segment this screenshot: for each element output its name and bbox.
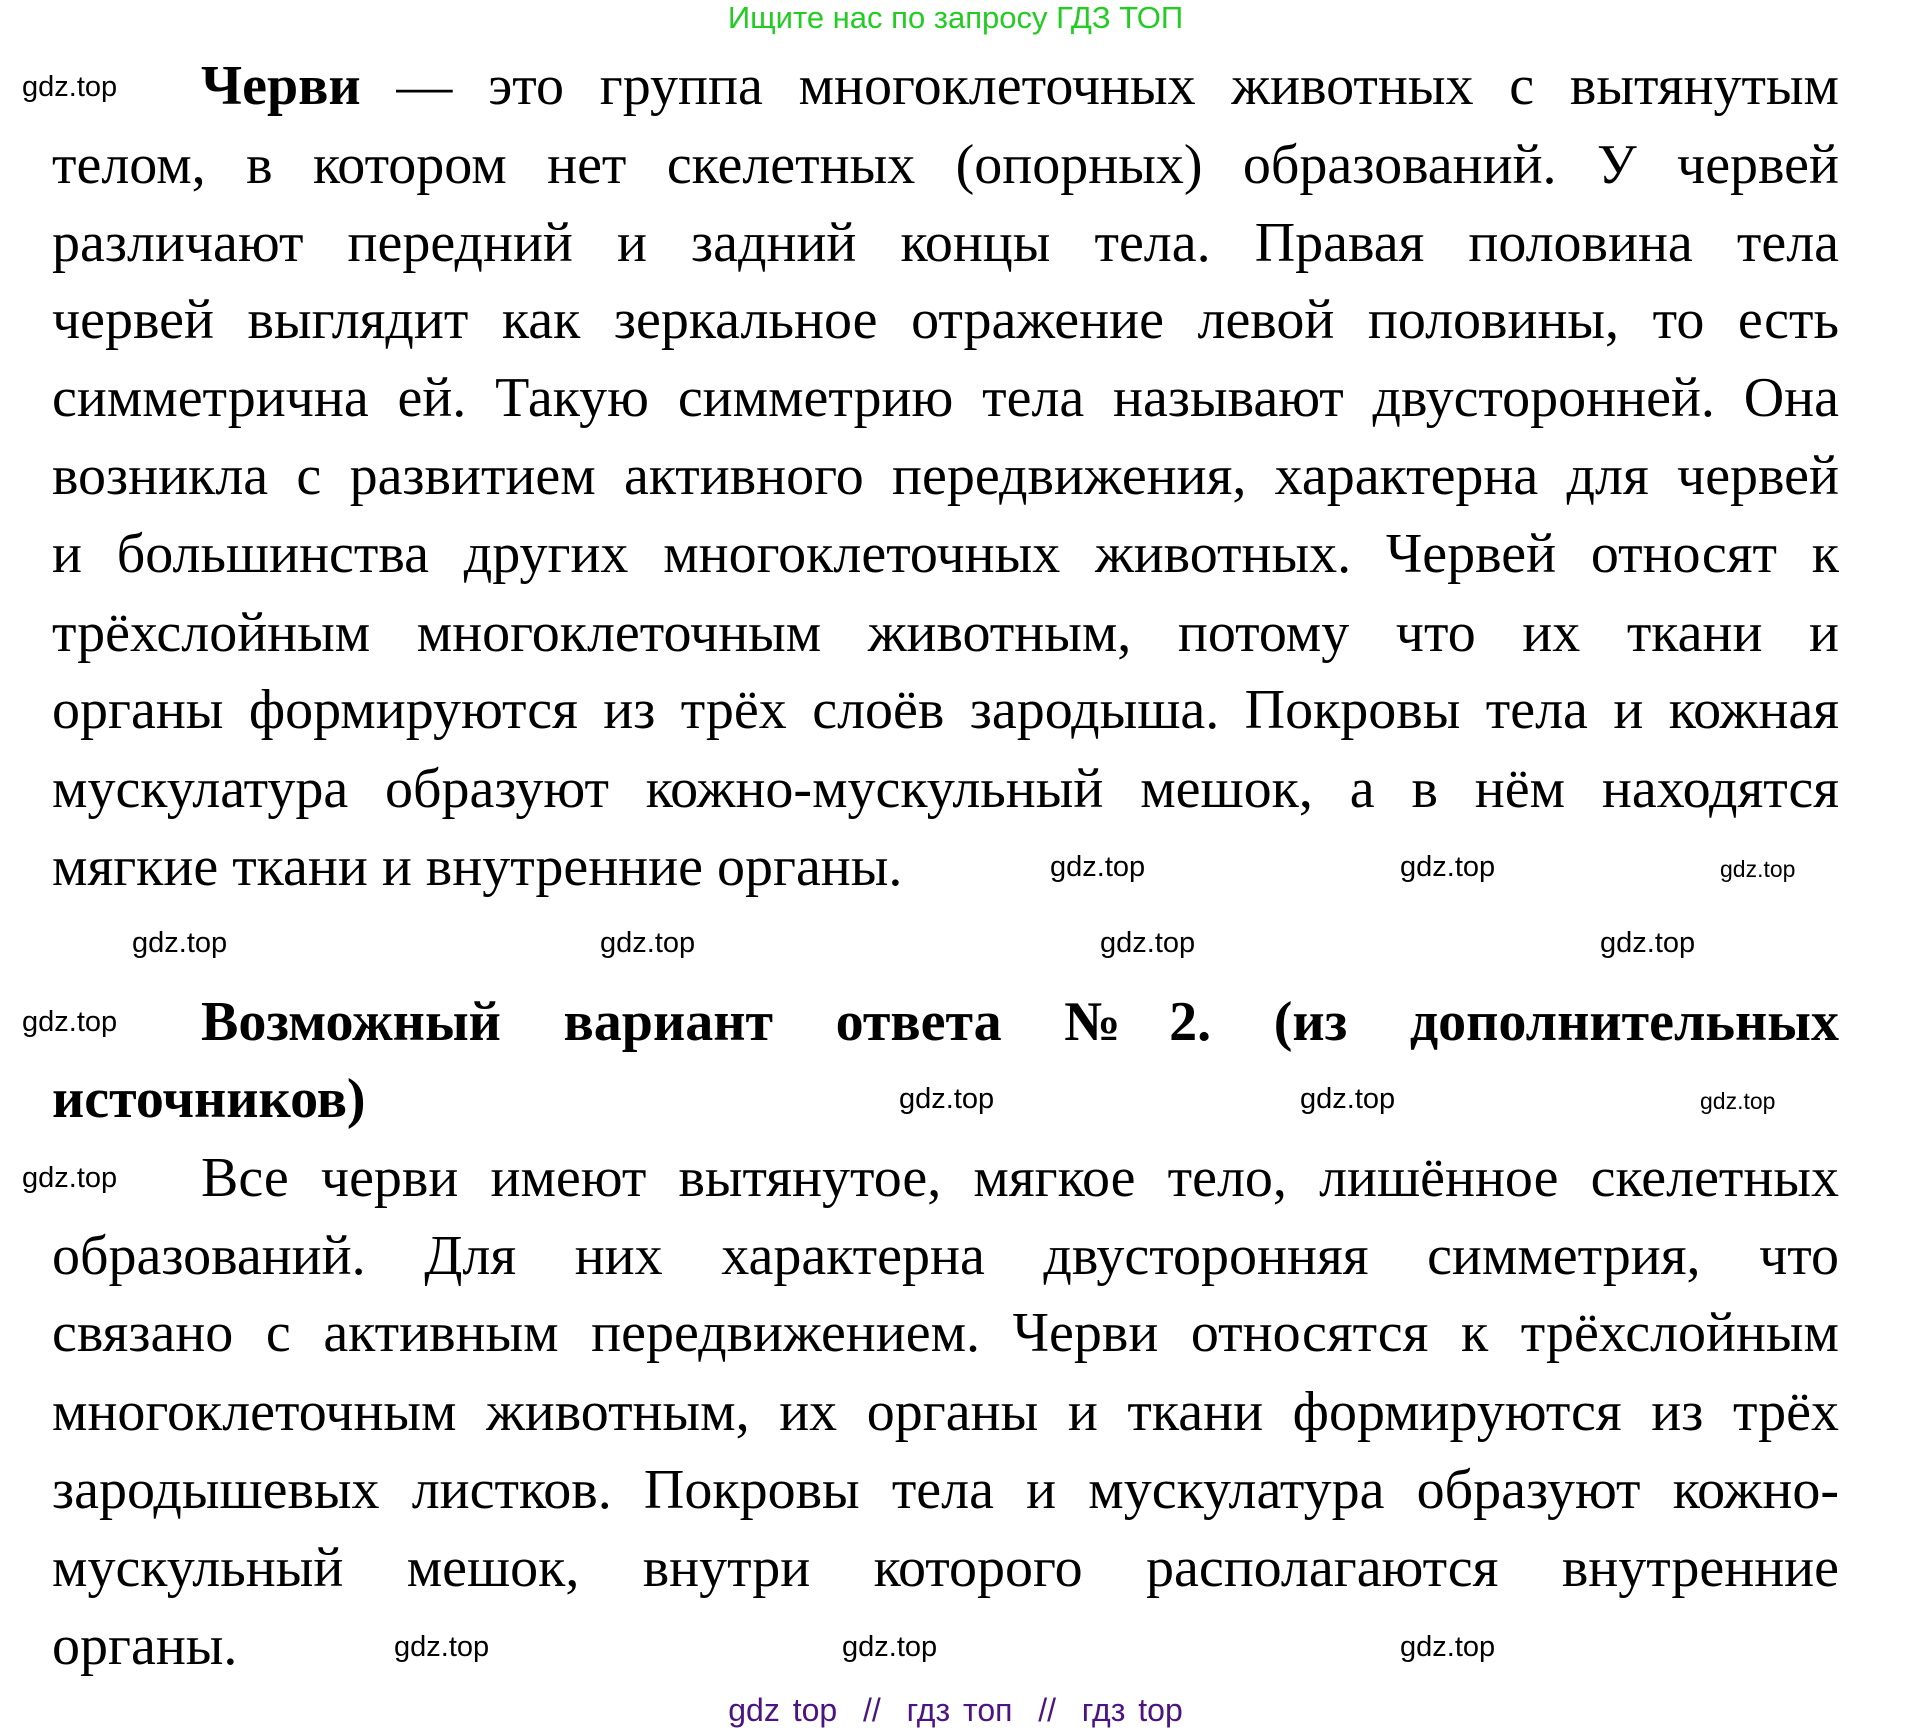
paragraph1-line: различают передний и задний концы тела. Правая половина тела — [52, 212, 1839, 274]
watermark: gdz.top — [1720, 856, 1796, 882]
line-text: — это группа многоклеточных животных с вытянутым — [360, 55, 1839, 117]
watermark: gdz.top — [1050, 851, 1146, 883]
search-hint-banner: Ищите нас по запросу ГДЗ ТОП — [727, 0, 1184, 35]
paragraph1-line: трёхслойным многоклеточным животным, потому что их ткани и — [52, 602, 1839, 664]
paragraph1-line: мускулатура образуют кожно-мускульный мешок, а в нём находятся — [52, 758, 1839, 820]
paragraph2-line: связано с активным передвижением. Черви относятся к трёхслойным — [52, 1302, 1839, 1364]
watermark: gdz.top — [1300, 1083, 1396, 1115]
watermark: gdz.top — [394, 1631, 490, 1663]
watermark: gdz.top — [1600, 927, 1696, 959]
watermark: gdz.top — [1400, 851, 1496, 883]
paragraph1-line: органы формируются из трёх слоёв зародыша. Покровы тела и кожная — [52, 679, 1839, 741]
paragraph1-line: возникла с развитием активного передвижения, характерна для червей — [52, 445, 1839, 507]
term-worms: Черви — [201, 55, 361, 117]
paragraph2-line: многоклеточным животным, их органы и ткани формируются из трёх — [52, 1381, 1839, 1443]
watermark: gdz.top — [22, 1162, 118, 1194]
watermark: gdz.top — [1100, 927, 1196, 959]
answer-heading-line: источников) — [52, 1068, 366, 1130]
paragraph2-line: зародышевых листков. Покровы тела и мускулатура образуют кожно- — [52, 1459, 1839, 1521]
watermark: gdz.top — [22, 71, 118, 103]
watermark: gdz.top — [842, 1631, 938, 1663]
paragraph1-line: телом, в котором нет скелетных (опорных) образований. У червей — [52, 134, 1839, 196]
paragraph1-line: симметрична ей. Такую симметрию тела называют двусторонней. Она — [52, 367, 1839, 429]
answer-heading-line: Возможный вариант ответа №2. (из дополнительных — [201, 991, 1839, 1053]
watermark: gdz.top — [1700, 1088, 1776, 1114]
paragraph1-line: червей выглядит как зеркальное отражение левой половины, то есть — [52, 289, 1839, 351]
watermark: gdz.top — [1400, 1631, 1496, 1663]
paragraph1-line — [201, 47, 1839, 125]
paragraph2-line: мускульный мешок, внутри которого располагаются внутренние — [52, 1537, 1839, 1599]
watermark: gdz.top — [899, 1083, 995, 1115]
paragraph2-line: органы. — [52, 1615, 238, 1677]
paragraph2-line: образований. Для них характерна двусторонняя симметрия, что — [52, 1225, 1839, 1287]
watermark: gdz.top — [132, 927, 228, 959]
paragraph1-line: мягкие ткани и внутренние органы. — [52, 836, 903, 898]
watermark: gdz.top — [600, 927, 696, 959]
paragraph1-line: и большинства других многоклеточных животных. Червей относят к — [52, 523, 1839, 585]
watermark: gdz.top — [22, 1006, 118, 1038]
paragraph2-line: Все черви имеют вытянутое, мягкое тело, лишённое скелетных — [201, 1147, 1839, 1209]
footer-links: gdz top // гдз топ // гдз top — [728, 1692, 1183, 1728]
